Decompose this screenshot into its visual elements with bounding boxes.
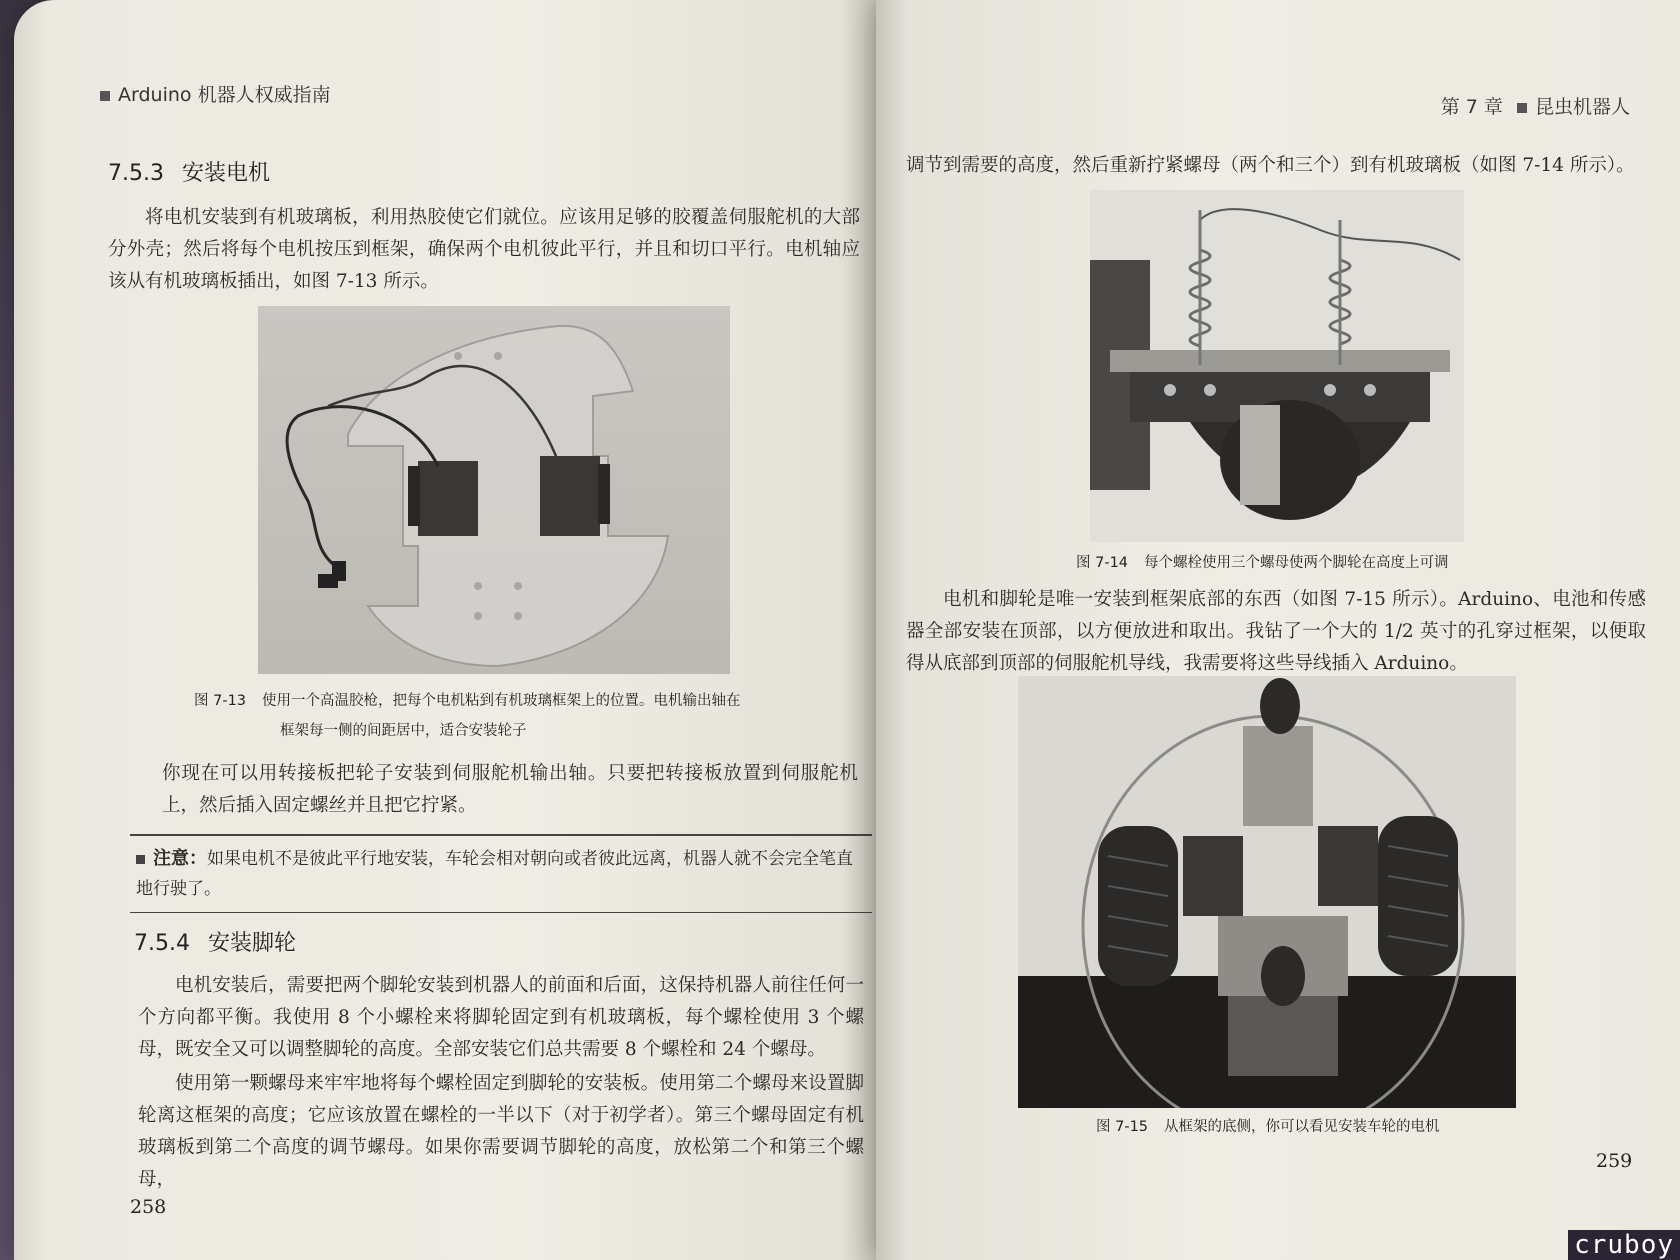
paragraph: 调节到需要的高度，然后重新拧紧螺母（两个和三个）到有机玻璃板（如图 7-14 所示）。 <box>906 155 1635 176</box>
figure-7-15-photo <box>1018 676 1516 1108</box>
square-bullet-icon <box>136 855 145 864</box>
section-heading: 7.5.3 安装电机 <box>108 161 270 186</box>
page-number: 259 <box>1596 1150 1633 1172</box>
square-bullet-icon <box>100 91 110 101</box>
running-head: 第 7 章 昆虫机器人 <box>1440 96 1630 118</box>
square-bullet-icon <box>1517 103 1527 113</box>
running-head: Arduino 机器人权威指南 <box>100 80 331 107</box>
paragraph: 使用第一颗螺母来牢牢地将每个螺栓固定到脚轮的安装板。使用第二个螺母来设置脚轮离这框架的高度；它应该放置在螺栓的一半以下（对于初学者）。第三个螺母固定有机玻璃板到第二个高度的调节螺母。如果你需要调节脚轮的高度，放松第二个和第三个螺母， <box>138 1073 864 1190</box>
watermark: cruboy <box>1568 1230 1680 1260</box>
paragraph: 电机和脚轮是唯一安装到框架底部的东西（如图 7-15 所示）。Arduino、电池和传感器全部安装在顶部，以方便放进和取出。我钻了一个大的 1/2 英寸的孔穿过框架，以便取得从底部到顶部的伺服舵机导线，我需要将这些导线插入 Arduino。 <box>906 589 1646 674</box>
figure-7-14-photo <box>1090 190 1464 542</box>
paragraph: 电机安装后，需要把两个脚轮安装到机器人的前面和后面，这保持机器人前往任何一个方向都平衡。我使用 8 个小螺栓来将脚轮固定到有机玻璃板，每个螺栓使用 3 个螺母，既安全又可以调整脚轮的高度。全部安装它们总共需要 8 个螺栓和 24 个螺母。 <box>138 975 864 1060</box>
paragraph: 将电机安装到有机玻璃板，利用热胶使它们就位。应该用足够的胶覆盖伺服舵机的大部分外壳；然后将每个电机按压到框架，确保两个电机彼此平行，并且和切口平行。电机轴应该从有机玻璃板插出，如图 7-13 所示。 <box>108 207 860 292</box>
page-number: 258 <box>130 1196 167 1218</box>
note-box: 注意：如果电机不是彼此平行地安装，车轮会相对朝向或者彼此远离，机器人就不会完全笔直地行驶了。 <box>130 834 872 913</box>
figure-caption: 图 7-15 从框架的底侧，你可以看见安装车轮的电机 <box>1096 1119 1440 1135</box>
paragraph: 你现在可以用转接板把轮子安装到伺服舵机输出轴。只要把转接板放置到伺服舵机上，然后插入固定螺丝并且把它拧紧。 <box>162 763 858 816</box>
right-page <box>876 0 1680 1260</box>
left-page <box>14 0 876 1260</box>
figure-caption: 图 7-14 每个螺栓使用三个螺母使两个脚轮在高度上可调 <box>1076 555 1449 571</box>
section-heading: 7.5.4 安装脚轮 <box>134 931 296 956</box>
figure-caption: 图 7-13 使用一个高温胶枪，把每个电机粘到有机玻璃框架上的位置。电机输出轴在 框架每一侧的间距居中，适合安装轮子 <box>194 693 741 739</box>
figure-7-13-photo <box>258 306 730 674</box>
